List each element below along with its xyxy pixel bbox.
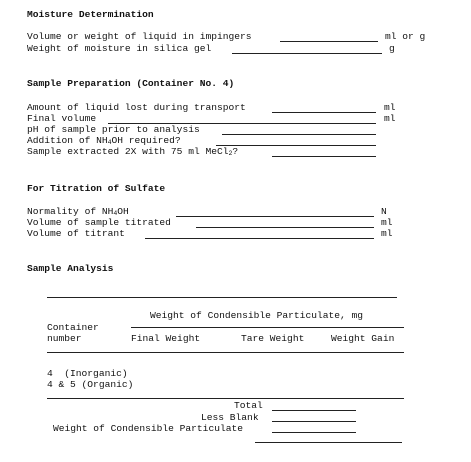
col-weight-gain: Weight Gain bbox=[331, 333, 395, 344]
extract-field[interactable] bbox=[272, 156, 376, 157]
table-bottom-rule bbox=[47, 398, 404, 399]
ph-field[interactable] bbox=[222, 134, 376, 135]
normality-label: Normality of $NH_4OH$ bbox=[27, 206, 129, 217]
silica-unit: g bbox=[389, 43, 395, 54]
sample-prep-heading: Sample Preparation (Container No. 4) bbox=[27, 78, 235, 89]
extract-label: Sample extracted 2X with 75 ml MeCl$_2$? bbox=[27, 146, 239, 157]
impinger-label: Volume or weight of liquid in impingers bbox=[27, 31, 252, 42]
final-volume-label: Final volume bbox=[27, 113, 97, 124]
table-row: 4 (Inorganic) bbox=[47, 368, 128, 379]
vol-titrant-label: Volume of titrant bbox=[27, 228, 125, 239]
wcp-label: Weight of Condensible Particulate bbox=[53, 423, 243, 434]
moisture-heading: Moisture Determination bbox=[27, 9, 154, 20]
col-number: number bbox=[47, 333, 82, 344]
final-volume-unit: ml bbox=[384, 113, 396, 124]
vol-titrant-unit: ml bbox=[381, 228, 393, 239]
lost-label: Amount of liquid lost during transport bbox=[27, 102, 246, 113]
table-title: Weight of Condensible Particulate, mg bbox=[150, 310, 364, 321]
table-top-rule bbox=[47, 297, 397, 298]
vol-sample-unit: ml bbox=[381, 217, 393, 228]
col-tare-weight: Tare Weight bbox=[241, 333, 305, 344]
analysis-heading: Sample Analysis bbox=[27, 263, 114, 274]
silica-label: Weight of moisture in silica gel bbox=[27, 43, 212, 54]
vol-sample-label: Volume of sample titrated bbox=[27, 217, 171, 228]
normality-field[interactable] bbox=[176, 216, 374, 217]
impinger-unit: ml or g bbox=[385, 31, 426, 42]
col-final-weight: Final Weight bbox=[131, 333, 201, 344]
nh4oh-label: Addition of $NH_4OH$ required? bbox=[27, 135, 181, 146]
col-container: Container bbox=[47, 322, 99, 333]
lost-field[interactable] bbox=[272, 112, 376, 113]
silica-field[interactable] bbox=[232, 53, 382, 54]
impinger-field[interactable] bbox=[280, 41, 378, 42]
nh4oh-field[interactable] bbox=[216, 145, 376, 146]
table-header-rule bbox=[47, 352, 404, 353]
normality-unit: N bbox=[381, 206, 387, 217]
vol-titrant-field[interactable] bbox=[145, 238, 374, 239]
lost-unit: ml bbox=[384, 102, 396, 113]
total-label: Total bbox=[234, 400, 263, 411]
total-field[interactable] bbox=[272, 410, 356, 411]
titration-heading: For Titration of Sulfate bbox=[27, 183, 166, 194]
vol-sample-field[interactable] bbox=[196, 227, 374, 228]
table-row: 4 & 5 (Organic) bbox=[47, 379, 134, 390]
wcp-field[interactable] bbox=[272, 432, 356, 433]
less-blank-field[interactable] bbox=[272, 421, 356, 422]
less-blank-label: Less Blank bbox=[201, 412, 259, 423]
wcp-final-rule bbox=[255, 442, 402, 443]
ph-label: pH of sample prior to analysis bbox=[27, 124, 200, 135]
table-title-rule bbox=[131, 327, 404, 328]
